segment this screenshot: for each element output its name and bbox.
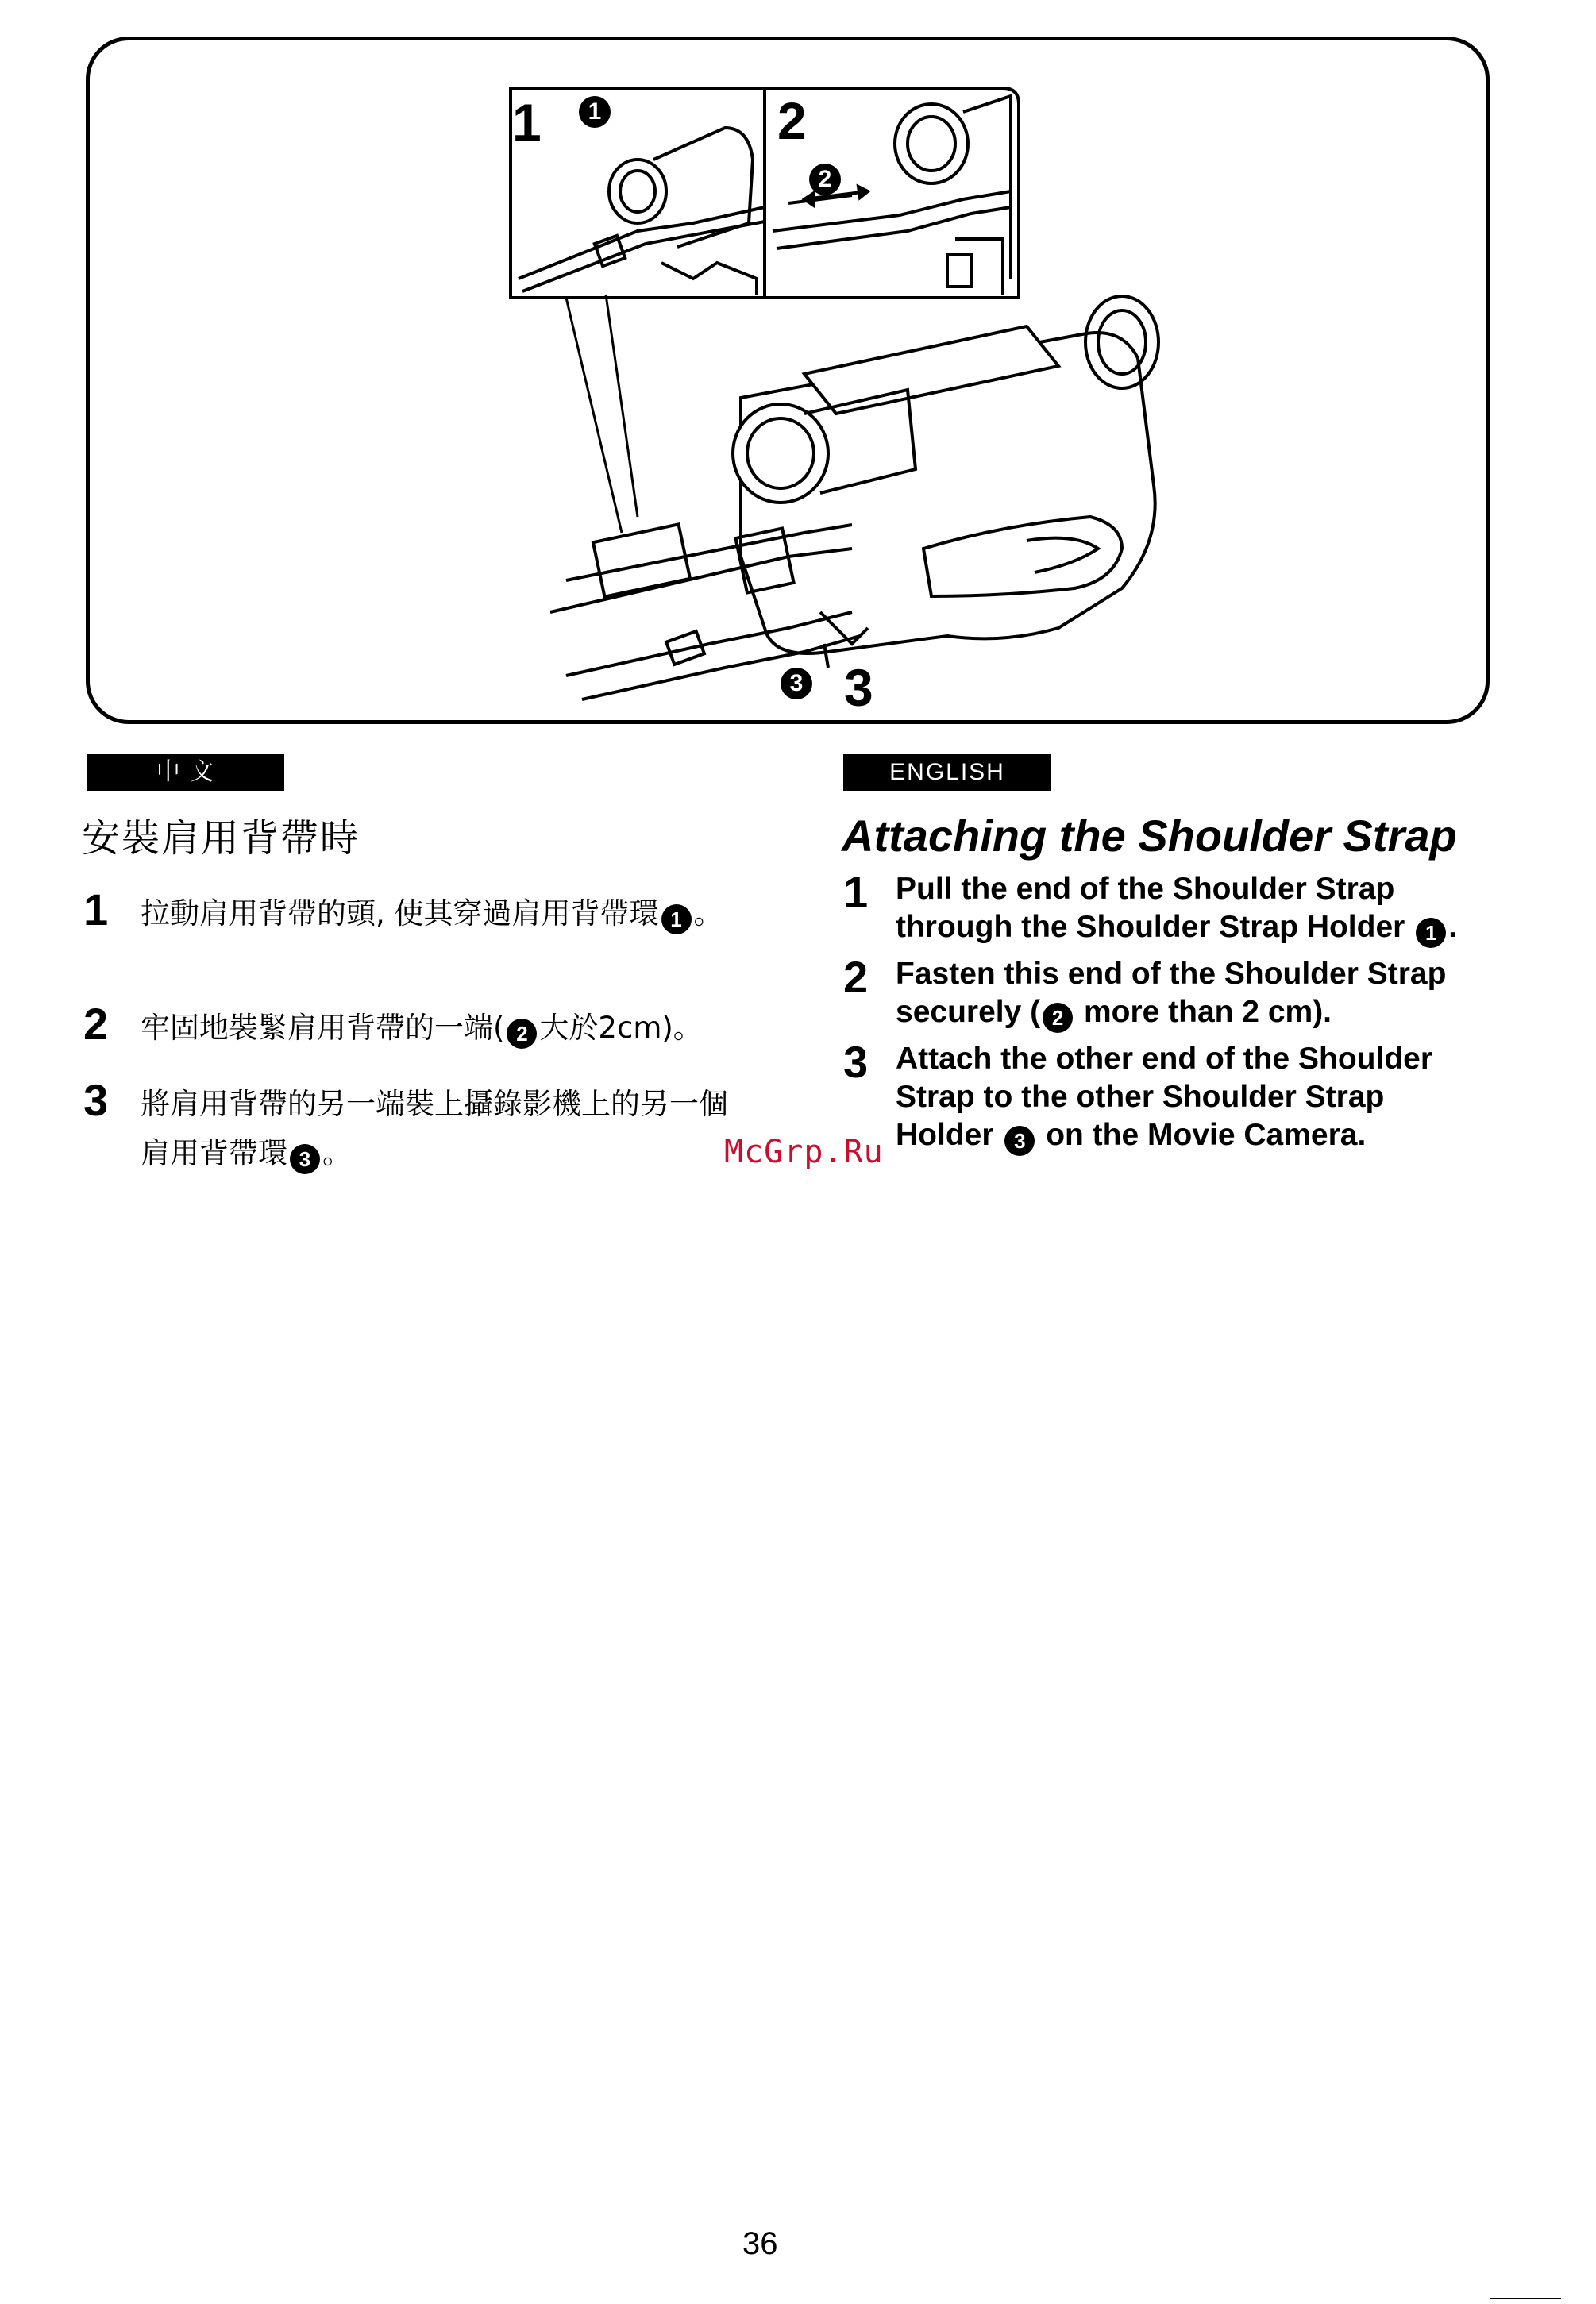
chinese-title: 安裝肩用背帶時 (82, 816, 360, 861)
step-text-end: on the Movie Camera. (1046, 1118, 1367, 1152)
step-number: 1 (843, 867, 869, 917)
step-text-end: 。 (693, 896, 723, 930)
step-number: 2 (843, 952, 869, 1002)
figure-label-2: 2 (777, 91, 807, 150)
step-text (896, 1040, 1483, 1156)
step-text (141, 889, 792, 938)
illustration-frame (86, 37, 1490, 724)
callout-3-icon: 3 (290, 1144, 320, 1174)
step-text-main: 牢固地裝緊肩用背帶的一端( (141, 1011, 505, 1045)
step-number: 2 (83, 999, 109, 1049)
watermark: McGrp.Ru (724, 1134, 884, 1170)
step-text-end: 。 (322, 1136, 352, 1170)
step-text-end: more than 2 cm). (1075, 995, 1332, 1029)
step-text (896, 870, 1515, 948)
figure-callout-1: 1 (579, 96, 611, 128)
figure-label-1: 1 (512, 93, 542, 152)
figure-callout-3: 3 (781, 668, 812, 699)
english-title: Attaching the Shoulder Strap (842, 811, 1457, 861)
callout-2-icon: 2 (507, 1019, 537, 1049)
figure-callout-2: 2 (809, 164, 841, 195)
step-text-end: 大於2cm)。 (539, 1011, 703, 1045)
step-text-main: 拉動肩用背帶的頭, 使其穿過肩用背帶環 (141, 896, 659, 930)
figure-label-3: 3 (844, 658, 873, 717)
step-text (896, 955, 1515, 1033)
step-text (141, 1004, 792, 1053)
callout-3-icon: 3 (1004, 1126, 1035, 1156)
step-text (141, 1080, 728, 1178)
callout-1-icon: 1 (661, 904, 692, 934)
step-text-main: Pull the end of the Shoulder Strap through the Shoulder Strap Holder (896, 872, 1405, 944)
corner-rule (1490, 2298, 1561, 2299)
step-number: 3 (843, 1037, 869, 1087)
pointer-lines (566, 295, 638, 533)
callout-1-icon: 1 (1416, 918, 1446, 948)
english-language-tab: ENGLISH (843, 754, 1051, 791)
step-text-end: . (1448, 910, 1458, 944)
page-number: 36 (742, 2226, 778, 2261)
step-text-main: Attach the other end of the Shoulder Strap to the other Shoulder Strap Holder (896, 1042, 1433, 1152)
step-number: 1 (83, 884, 109, 934)
callout-2-icon: 2 (1043, 1003, 1073, 1033)
step-text-main: Fasten this end of the Shoulder Strap securely ( (896, 957, 1447, 1029)
step-text-main: 將肩用背帶的另一端裝上攝錄影機上的另一個肩用背帶環 (141, 1087, 728, 1170)
step-number: 3 (83, 1075, 109, 1125)
chinese-language-tab: 中 文 (87, 754, 284, 791)
